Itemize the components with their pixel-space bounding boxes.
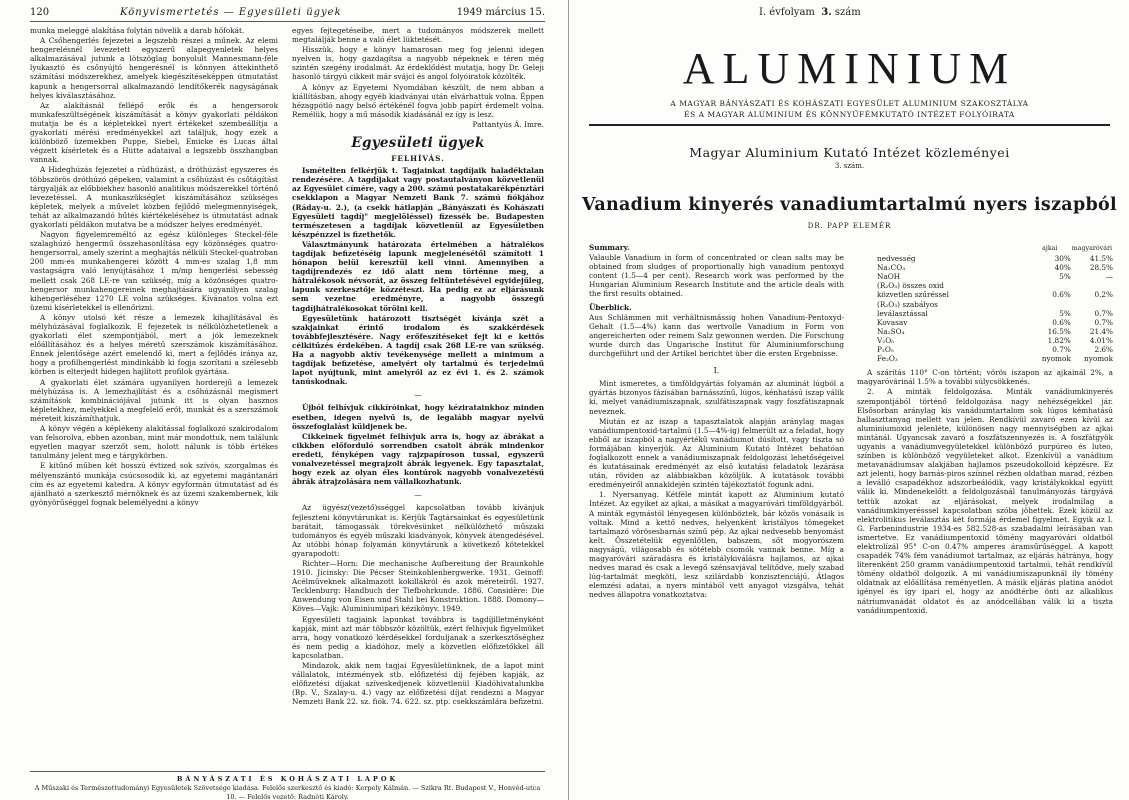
- paragraph: E kitűnő műben két hosszú évtized sok szívós, szorgalmas és mélyenszántó munkája csúcsosodik ki, az egyetemi magántanári cím és az egyetemi katedra. A könyv egyformán útmutatást ad és ajánlható a szerkesztő mérnöknek és az üzemi szakembernek, kik gyönyörűséggel fognak belemélyedni a könyv: [30, 461, 278, 507]
- paragraph: 2. A minták feldolgozása. Minták vanádiumkinyerés szempontjából történő feldolgozása nagy nehézségekkel jár. Elsősorban aránylag kis vanádiumtartalom sok lúgos kémhatású ballaszttanyag mellett van jelen. Rendkívül zavaró ezen kívül az aluminiumoxid jelenléte, különösen nagy mennyiségben az ajkai mintánál. Ugyancsak zavaró a foszfátszennyezés is. A foszfátgyök ugyanis a vanádiumvegyületekkel különböző purpúreo és luteo, színben is különböző vegyületeket alkot. Ezenkívül a vanádium metavanádiumsav alakjában hajlamos pszeudokolloid képzésre. Ez azt jelenti, hogy barnás-piros színnel rézben oldatban marad, rézben a leválló csapadékhoz adszorbeálódik, vagy kristálykokkal együtt válik ki. Mindenekelőtt a feldolgozásnál tanulmányozás tárgyává tettük azokat az eljárásokat, melyek irodalmilag a vanádiumkinyerésssel kapcsolatban szóba jöhettek. Ezek közül az elektrolitikus leválasztás két formája érdemel figyelmet. Egyik az I. G. Farbenindustrie 1934-es 582.528-as szabadalmi leírásában van ismertetve. Ez vanádiumpentoxid tömény magyaróvári oldatból elektrolízál 95° C-on 0.47% amperes áramsűrűséggel. A kapott csapadék 74% fém vanádiumot tartalmaz, az eljárás hátránya, hogy literenként 250 gramm vanádiumpentoxid tartalmú, tehát rendkívül tömény oldatból dolgozik. A mi vanádiumiszapunknál ily tömény oldatnak az előállítása reményetlen. A másik eljárás platina anódot igényel és így ipari el, hogy az anódtérbe önti az alkalikus nátriumvanádát oldatot és az anódcellában válik ki a tiszta vanádiumpentoxid.: [857, 387, 1113, 615]
- component-name: (R₂O₃) szabályos: [877, 299, 938, 309]
- section-subheading: FELHÍVÁS.: [391, 154, 445, 164]
- masthead-divider: [589, 124, 1110, 126]
- paragraph: Egyesületi tagjaink lapunkat továbbra is tagdíjilletményként kapják, mint azt már többször közöltük, ezért felhívjuk figyelmüket arra, hogy vonatkozó kérdésekkel forduljanak a szerkesztőséghez és nem pedig a kiadóhoz, mely a közvetlen előfizetőkkel áll kapcsolatban.: [292, 614, 544, 660]
- summary-label: Summary.: [589, 243, 630, 252]
- table-row: [857, 300, 1113, 309]
- table-header-row: [857, 243, 1113, 254]
- value-ajkai: 0.6%: [1052, 290, 1071, 300]
- value-ajkai: nyomok: [1041, 354, 1071, 364]
- value-magyarovari: 0.2%: [1094, 290, 1113, 300]
- notice-paragraph: Választmányunk határozata értelmében a hátralékos tagdíjak befizetéséig lapunk megjelenésétől számított 1 hónapon belül keresztül kell vinni. Amennyiben a tagdíjrendezés ez idő alatt nem történne meg, a hátralékosok névsorát, az összeg feltüntetésével egyidejűleg, lapunk szerkesztője közzéteszi. Ha pedig ez az eljárásunk sem vezetne eredményre, a nagyobb összegű tagdíjhátralékosokat törölni kell.: [292, 239, 544, 313]
- component-name: Na₂CO₃: [877, 263, 906, 273]
- footer-journal-name: BÁNYÁSZATI ÉS KOHÁSZATI LAPOK: [176, 775, 399, 783]
- paragraph: Mint ismeretes, a timföldgyártás folyamán az aluminát lúgból a gyártás bizonyos fázisában barnásszínű, lúgos, kénhatású iszap válik ki, melyet vanádiumiszapnak, szulfátiszapnak vagy foszfátiszapnak neveznek.: [589, 379, 844, 416]
- table-row: [857, 263, 1113, 272]
- right-column-1: [589, 243, 844, 773]
- paragraph: A könyv végén a képlékeny alakítással foglalkozó szakirodalom van felsorolva, ebben azonban, mint már mondottuk, nem találunk egyetlen magyar szerzőt sem, holott nálunk is több értékes tanulmány jelent meg e tárgykörben.: [30, 424, 278, 461]
- table-row: [857, 336, 1113, 345]
- table-row: [857, 318, 1113, 327]
- column-header-ajkai: ajkai: [1042, 245, 1058, 252]
- review-signature: Pattantyús Á. Imre.: [472, 119, 544, 129]
- value-magyarovari: 21.4%: [1089, 326, 1113, 336]
- ueberblick-text: Aus Schlämmen mit verhältnismässig hohen Vanadium-Pentoxyd-Gehalt (1.5—4%) kann das wertvolle Vanadium in Form von angereicherten oder reinem Salz gewonnen werden. Die Forschung wurde durch das Ungarische Institut für Aluminiumforschung durchgeführt und der Artikel berichtet über die ersten Ergebnisse.: [589, 312, 844, 359]
- summary-block: [589, 243, 844, 299]
- footer-imprint: A Műszaki és Természettudományi Egyesületek Szövetsége kiadása. Felelős szerkesztő és kiadó: Kerpely Kálmán. — Szikra Rt. Budapest V., Honvéd-utca 10. — Felelős vezető: Radnóti Károly.: [34, 784, 541, 800]
- series-title: Magyar Aluminium Kutató Intézet közleményei: [689, 145, 1010, 160]
- paragraph: Richter—Horn: Die mechanische Aufbereitung der Braunkohle 1910. Jicinsky: Die Pécser Steinkohlenbergwerke. 1931. Geinoff: Acélműveknek alkalmazott kokillákról és azok méreteiről. 1927. Tecklenburg: Handbuch der Tiefbohrkunde. 1886. Considère: Die Anwendung von Eisen und Stahl bei Konstruktion. 1888. Domony—Köves—Vajk: Aluminiumipari kézikönyv. 1949.: [292, 558, 544, 614]
- paragraph: munka meleggé alakítása folytán növelik a darab hőfokát.: [30, 26, 245, 35]
- paragraph: Az ügyész(vezető)sséggel kapcsolatban tovább kívánjuk fejleszteni könyvtárunkat is. Kérjük Tagtársainkat és egyesületünk barátait, támogassák törekvésünket nélkülözhető műszaki tudományos és egyéb műszaki kiadványok, könyvek átengedésével. Az utóbbi hónap folyamán könyvtárunk a következő kötetekkel gyarapodott:: [292, 503, 544, 558]
- value-magyarovari: 0.7%: [1094, 308, 1113, 318]
- right-page: [568, 0, 1129, 800]
- paragraph: A Hideghúzás fejezetei a rúdhúzást, a dróthúzást egyszeres és többszörös dróthúzó gépeken, valamint a csőhúzást és csőtágítást tárgyalják az előbbiekhez hasonló analitikus módszerekkel történő levezetéssel. A munkaszükséglet kiszámításához szükséges képletek, melyek a művelet közben fejlődő melegmennyiségek, tehát az alkalmazandó hűtés kiértékeléséhez is útmutatást adnak gyakorlati példákon mutatva be a módszer helyes eredményét.: [30, 165, 278, 229]
- masthead-subtitle: A MAGYAR BÁNYÁSZATI ÉS KOHÁSZATI EGYESÜLET ALUMINIUM SZAKOSZTÁLYA: [670, 99, 1029, 108]
- paragraph: Miután ez az iszap a tapasztalatok alapján aránylag magas vanádiumpentoxid-tartalmú (1.5—4%-ig) felmerült az a feladat, hogy ebből az iszapból a nagyértékű vanádiumot dúsított, vagy tiszta só formájában kinyerjük. Az Aluminium Kutató Intézet behatóan foglalkozott ennek a vanádiumiszapnak feldolgozási lehetőségeivel és kutatásainak eredményét az első kutatási feladatok lezárása után, röviden az alábbiakban közöljük. A kutatások további eredményeiről annakidején szintén tájékoztatót fogunk adni.: [589, 416, 844, 490]
- masthead-subtitle: ÉS A MAGYAR ALUMINIUM ÉS KÖNNYŰFÉMKUTATÓ INTÉZET FOLYÓIRATA: [684, 110, 1015, 119]
- paragraph: A Csőhengerlés fejezetei a legszebb részei a műnek. Az elemi hengerelésnél levezetett egyszerű alapegyenletek helyes alkalmazásával jutunk a lötszöglag bonyolult Mannesmann-féle lyukasztó és csőnyújtó hengerésnél is könnyen áttekinthető számítási módszerekhez, amelyek kiegészítéseképpen útmutatást kapunk a hengersorral alkalmazandó lendítőkerék nagyságának helyes kiválasztásához.: [30, 36, 278, 100]
- table-row: [857, 345, 1113, 354]
- value-ajkai: 30%: [1054, 254, 1071, 264]
- page-number: 120: [30, 7, 50, 18]
- component-name: NaOH: [877, 272, 901, 282]
- column-header-magyarovari: magyaróvári: [1071, 245, 1112, 252]
- value-ajkai: [1029, 281, 1071, 290]
- table-row: [857, 254, 1113, 263]
- series-number: 3. szám.: [834, 162, 865, 170]
- value-ajkai: 5%: [1059, 272, 1071, 282]
- article-author: DR. PAPP ELEMÉR: [807, 222, 892, 230]
- value-ajkai: 16.5%: [1047, 326, 1071, 336]
- value-magyarovari: 28.5%: [1089, 263, 1113, 273]
- value-ajkai: 1.82%: [1047, 335, 1071, 345]
- running-title: Könyvismertetés — Egyesületi ügyek: [120, 7, 342, 18]
- issue-number: 3.: [821, 7, 832, 18]
- value-ajkai: 0.6%: [1052, 317, 1071, 327]
- summary-text: Valauble Vanadium in form of concentrated or clean salts may be obtained from sludges of proportionally high vanadium pentoxyd content (1.5—4 per cent). Research work was performed by the Hungarian Aluminium Research Institute and the article deals with the first results obtained.: [589, 253, 844, 299]
- left-column-2: [292, 26, 544, 762]
- right-column-2: [857, 243, 1113, 773]
- value-magyarovari: 4.01%: [1089, 335, 1113, 345]
- paragraph: Nagyon figyelemreméltó az egész különleges Steckel-féle szalaghúzó hengermű összehasonlítása egy közönséges quatro-hengersorral, amely szerint a meghajtás nélküli Steckel-quatroban 200 mm-es munkahengerei között 4 mm-es szalag 1,8 mm vastagságra való lenyújtásához 1 m/mp hengerlési sebesség mellett csak 268 LE-re van szükség, míg a közönséges quatro-hengersor munkahengereinek meghajtására ugyanilyen szalag kihengerléséhez 1270 LE volna szükséges. Kívánatos volna ezt üzemi kísérletekkel is ellenőrizni.: [30, 230, 278, 312]
- right-page-header: [759, 7, 861, 18]
- value-magyarovari: nyomok: [1084, 354, 1113, 364]
- left-page-footer: [30, 771, 545, 800]
- table-row: [857, 309, 1113, 318]
- value-ajkai: 0.7%: [1052, 345, 1071, 355]
- paragraph: A könyv az Egyetemi Nyomdában készült, de nem abban a kiállításban, ahogy egyéb kiadványai után elvárhattuk volna. Éppen hézagpótló nagy belső értékénél fogva jobb papírt érdemelt volna. Remélük, hogy a mű második kiadásánál ez így is lesz.: [292, 82, 544, 119]
- masthead-title: ALUMINIUM: [682, 44, 1017, 93]
- paragraph: Mindazok, akik nem tagjai Egyesületünknek, de a lapot mint vállalatok, intézmények stb. előfizetési díj fejében kapják, az előfizetési díjakat szíveskedjenek közvetlenül Kiadóhivatalunkba (Bp. V., Szalay-u. 4.) vagy az előfizetési díjat rendezni a Magyar Nemzeti Bank 22. sz. fiók. 74. 622. sz. ptp. csekkszámlára befizetni.: [292, 661, 544, 707]
- component-name: nedvesség: [877, 254, 916, 264]
- value-magyarovari: —: [1105, 272, 1113, 282]
- issue-word: szám: [834, 7, 861, 18]
- notice-paragraph: Ismételten felkérjük t. Tagjainkat tagdíjaik haladéktalan rendezésére. A tagdíjakat vagy postautalványon közvetlenül az Egyesület címére, vagy a 200. számú postatakarékpénztári csekklapon a Magyar Nemzeti Bank 7. számú fiókjához (Ráday-u. 2.), (a csekk hátlapján „Bányászati és Kohászati Egyesületi tagdíj" megjelöléssel) fizessék be. Budapesten természetesen a tagdíjak közvetlenül az Egyesületben készpénzzel is fizethetők.: [292, 166, 544, 239]
- section-numeral: I.: [713, 366, 720, 376]
- composition-table: [857, 243, 1113, 363]
- notice-paragraph: Egyesületünk határozott tisztségét kívánja szét a szakjainkat érintő irodalom és szakkérdések továbbfejlesztésére. Nagy erőfeszítéseket fejt ki e kettős célkitűzés érdekében. A tagdíj csak 268 LE-re van szükség. Ha a nagyobb aktív tevékenysége mellett a minimum a tagdíjak befizetése, amelyért oly tartalmú és terjedelmű lapot nyújtunk, mint amelyről az ez évi 1. és 2. számok tanúskodnak.: [292, 313, 544, 387]
- value-magyarovari: [1071, 300, 1113, 309]
- value-ajkai: 5%: [1059, 308, 1071, 318]
- value-ajkai: [1029, 300, 1071, 309]
- component-name: Fe₂O₃: [877, 354, 898, 364]
- component-name: P₂O₅: [877, 345, 894, 355]
- paragraph: A szárítás 110° C-on történt; vörös iszapon az ajkainál 2%, a magyaróvárinál 1.5% a további súlycsökkenés.: [857, 368, 1113, 387]
- paragraph: A könyv utolsó két része a lemezek kihajlításával és mélyhúzásával foglalkozik. E fejezetek is nélkülözhetetlenek a gyakorlati élet szempontjából, mert a jók lemezeknek előállításához és a helyes méretű szerszámok kiszámításához. Ennek jelentősége azért emelendő ki, mert a fejlődés iránya az, hogy a profilhengerlést mindinkább ki fogja szorítani a szélesebb körben is elterjedt hidegen hajlított profilok gyártása.: [30, 312, 278, 377]
- paragraph: Hisszük, hogy e könyv hamarosan meg fog jelenni idegen nyelven is, hogy gazdagítsa a nagyobb népeknek e téren még szintén szegény irodalmát. Az érdeklődést mutatja, hogy Dr. Geleji hasonló tárgyú cikkeit már svájci és angol folyóiratok közölték.: [292, 45, 544, 82]
- table-row: [857, 354, 1113, 363]
- table-row: [857, 272, 1113, 281]
- table-row: [857, 290, 1113, 299]
- value-magyarovari: [1071, 281, 1113, 290]
- paragraph: egyes fejtegetéseibe, mert a tudományos módszerek mellett megtalálják benne a való élet lüktetését.: [292, 26, 544, 45]
- notice-paragraph: Cikkeinek figyelmét felhívjuk arra is, hogy az ábrákat a cikkben előforduló sorrendben csatolt ábrák mindenkor eredeti, fényképen vagy rajzpapíroson tussal, egyszerű vonalvezetéssel megrajzolt ábrák legyenek. Egy tapasztalat, hogy ezek az olyan éles kontúrok nagyobb vonalvezetésű ábrák átrajzolására nem vállalkozhatunk.: [292, 431, 544, 487]
- component-name: leválasztással: [877, 308, 928, 318]
- value-magyarovari: 2.6%: [1094, 345, 1113, 355]
- left-page-header: [30, 7, 545, 22]
- section-heading: Egyesületi ügyek: [351, 135, 485, 152]
- value-magyarovari: 41.5%: [1089, 254, 1113, 264]
- paragraph: Az alakításnál fellépő erők és a hengersorok munkafeszültségének kiszámítását a könyv gyakorlati példákon mutatja be és a képletekkel nyert értékeket szembeállítja a gyakorlati mérési eredményekkel azt találjuk, hogy ezek a különböző üzemekben Puppe, Siebel, Emicke és Lucas által végzett kísérletek és a Hütte adataival a legszebb összhangban vannak.: [30, 100, 278, 165]
- notice-paragraph: Újból felhívjuk cikkíróinkat, hogy kéziratainkhoz minden esetben, idegen nyelvű is, de legalább magyar nyelvű összefoglalást küldjenek be.: [292, 403, 544, 431]
- value-magyarovari: 0.7%: [1094, 317, 1113, 327]
- component-name: Kovasav: [877, 317, 908, 327]
- component-name: (R₂O₃) összes oxid: [877, 281, 944, 291]
- component-name: közvetlen szűréssel: [877, 290, 949, 300]
- ueberblick-block: [589, 303, 844, 359]
- separator-dash: —: [414, 490, 422, 500]
- table-row: [857, 327, 1113, 336]
- value-ajkai: 40%: [1054, 263, 1071, 273]
- component-name: V₂O₅: [877, 335, 895, 345]
- ueberblick-label: Überblick.: [589, 302, 632, 312]
- paragraph: 1. Nyersanyag. Kétféle mintát kapott az Aluminium kutató Intézet. Az egyiket az ajkai, a másikat a magyaróvári timföldgyárból. A minták egymástól lényegesen különböztek, bár közös vonásaik is voltak. Mind a kettő nedves, helyenként kristályos tömegeket tartalmazó vörösesbarnás színű pép. Az ajkai nedvesebb benyomást kelt. Összetételük egyenlőtlen, babszem, sőt mogyorószem nagyságú, világosabb és sötétebb csomók vannak benne. Míg a magyaróvári száradásra és kristálykiválásra hajlamos, az ajkai nedves marad és csak a levegő szénsavjával telítődve, mely szabad lúg-tartalmát megköti, lesz szilárdabb konzisztenciájú. Átlagos elemzési adatai, a nyers mintából vett anyagot vizsgálva, tehát nedves állapotra vonatkoztatva:: [589, 490, 844, 600]
- separator-dash: —: [414, 390, 422, 400]
- issue-date: 1949 március 15.: [456, 7, 545, 18]
- paragraph: A gyakorlati élet számára ugyanilyen horderejű a lemezek mélyhúzása is. A lemezhajlítást és a csőhúzásnál megismert számítások kombinációjával jutunk itt is olyan hasznos képletekhez, melyekkel a megfelelő erőt, munkát és a szerszámok méreteit kiszámíthatjuk.: [30, 377, 278, 423]
- table-row: [857, 281, 1113, 290]
- left-column-1: [30, 26, 278, 762]
- volume-label: I. évfolyam: [759, 7, 815, 18]
- component-name: Na₂SO₄: [877, 326, 905, 336]
- article-title: Vanadium kinyerés vanadiumtartalmú nyers iszapból: [582, 195, 1117, 215]
